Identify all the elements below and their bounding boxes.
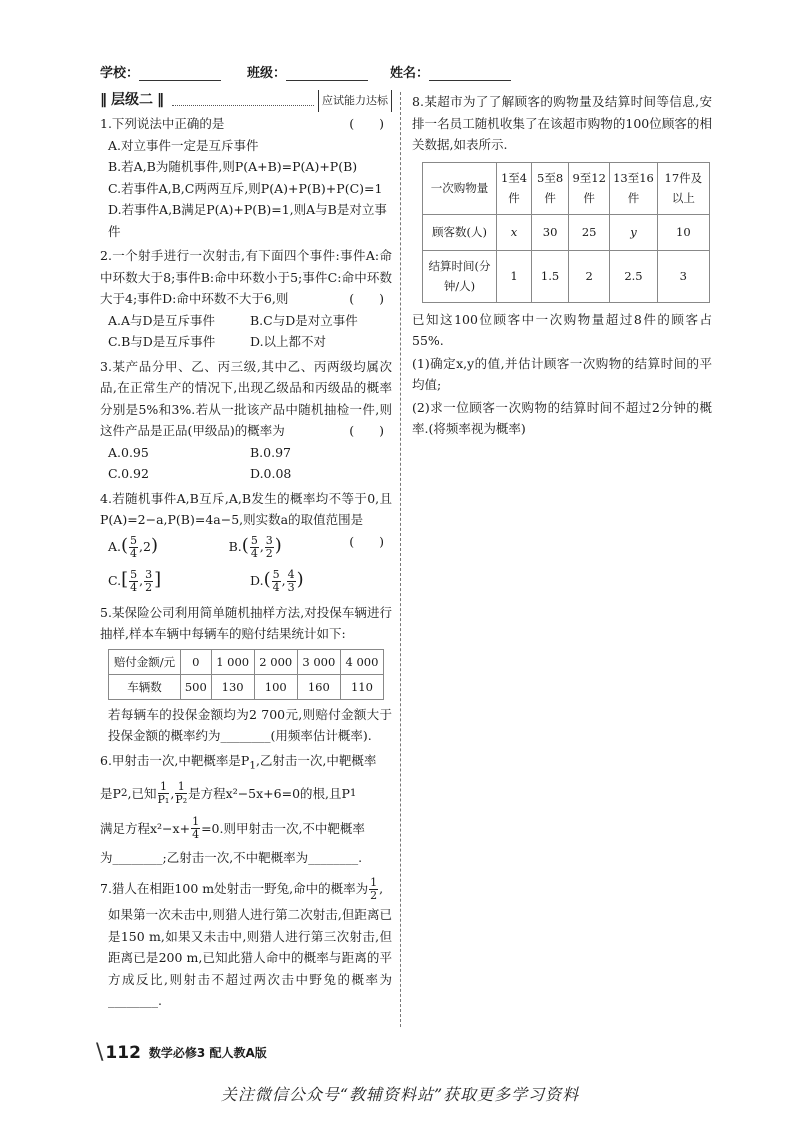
- answer-paren: ( ): [349, 533, 384, 549]
- option-c: C.B与D是互斥事件: [108, 334, 216, 349]
- table-cell: 130: [211, 674, 254, 699]
- table-cell: 160: [297, 674, 340, 699]
- table-cell: 100: [254, 674, 297, 699]
- option-b: B.0.97: [250, 444, 291, 460]
- answer-paren: ( ): [349, 291, 384, 306]
- table-row: [423, 214, 710, 250]
- table-cell: 17件及以上: [657, 162, 709, 214]
- name-label: 姓名：: [390, 62, 511, 81]
- table-cell: 3 000: [297, 649, 340, 674]
- question-stem: 3.某产品分甲、乙、丙三级,其中乙、丙两级均属次品,在正常生产的情况下,出现乙级品和丙级品的概率分别是5%和3%.若从一批该产品中随机抽检一件,则这件产品是正品(甲级品)的概率为: [100, 358, 392, 438]
- question-7: 7.猎人在相距100 m处射击一野兔,命中的概率为 $\frac{1}{2}$ , 如果第一次未击中,则猎人进行第二次射击,但距离已是150 m,如果又未击中,则猎人进行第三次射击,但距离已是200 m,已知此猎人命中的概率与距离的平方成反比,则射击不超过两次击中野兔的概率为________.: [100, 875, 392, 1008]
- table-cell: 赔付金额/元: [109, 649, 181, 674]
- question-8: 8.某超市为了了解顾客的购物量及结算时间等信息,安排一名员工随机收集了在该超市购物的100位顾客的相关数据,如表所示.: [412, 94, 712, 152]
- options-row: [100, 463, 392, 485]
- option-a: A.0.95: [108, 444, 149, 460]
- page-footer: [96, 1040, 267, 1065]
- level-heading: [100, 90, 392, 112]
- option-d: D.若事件A,B满足P(A)+P(B)=1,则A与B是对立事件: [108, 202, 387, 239]
- footer-slash-icon: \: [96, 1040, 104, 1065]
- answer-paren: ( ): [349, 423, 384, 438]
- question-8-part-1: (1)确定x,y的值,并估计顾客一次购物的结算时间的平均值;: [412, 355, 712, 392]
- table-cell: 顾客数(人): [423, 214, 497, 250]
- question-2: [100, 245, 392, 310]
- table-cell: 车辆数: [109, 674, 181, 699]
- dotted-leader: [172, 96, 314, 106]
- page-number: 112: [105, 1042, 141, 1063]
- q8-table: [422, 162, 710, 303]
- table-cell: 2 000: [254, 649, 297, 674]
- table-cell: 3: [657, 250, 709, 302]
- question-8-part-2: (2)求一位顾客一次购物的结算时间不超过2分钟的概率.(将频率视为概率): [412, 399, 712, 436]
- question-stem: 4.若随机事件A,B互斥,A,B发生的概率均不等于0,且P(A)=2−a,P(B)=4a−5,则实数a的取值范围是: [100, 490, 392, 527]
- bottom-note: 关注微信公众号“教辅资料站”获取更多学习资料: [220, 1085, 580, 1104]
- table-row: [423, 162, 710, 214]
- level-title: 层级二: [111, 92, 153, 109]
- level-bars-left: ‖: [100, 92, 107, 109]
- table-cell: 1至4件: [497, 162, 532, 214]
- option-d: D.0.08: [250, 466, 292, 481]
- column-divider: [400, 92, 401, 1027]
- option-c: C.[ $\frac{5}{4}$ , $\frac{3}{2}$ ]: [108, 568, 162, 594]
- option-b: B.C与D是对立事件: [250, 312, 358, 328]
- table-cell: 4 000: [340, 649, 383, 674]
- question-3: [100, 356, 392, 442]
- options-row: [100, 310, 392, 332]
- level-bars-right: ‖: [157, 92, 164, 109]
- option-d: D.以上都不对: [250, 334, 327, 349]
- table-cell: 1: [497, 250, 532, 302]
- table-cell: 110: [340, 674, 383, 699]
- table-cell: 25: [569, 214, 610, 250]
- question-6: 6.甲射击一次,中靶概率是$P_1$,乙射击一次,中靶概率 是P 2 ,已知 $\frac{1}{\text{P₁}}$ , $\frac{1}{\text{P₂}}$ 是方程x²−5x+6=0的根,且P 1 满足方程x²−x+ $\frac{1}{4}$ =0.则甲射击一次,不中靶概率 为________;乙射击一次,不中靶概率为________.: [100, 752, 377, 865]
- school-label: 学校：: [100, 62, 221, 81]
- table-cell: 1.5: [532, 250, 569, 302]
- question-1: [100, 113, 392, 135]
- right-column: [412, 90, 712, 440]
- table-row: [109, 649, 384, 674]
- table-cell: 30: [532, 214, 569, 250]
- option-a: A.( $\frac{5}{4}$ ,2): [108, 534, 159, 560]
- question-stem: 1.下列说法中正确的是: [100, 116, 225, 131]
- option-c: C.0.92: [108, 466, 149, 481]
- table-cell: 2: [569, 250, 610, 302]
- table-cell: 5至8件: [532, 162, 569, 214]
- table-cell: 2.5: [610, 250, 657, 302]
- option-d: D.( $\frac{5}{4}$ , $\frac{4}{3}$ ): [250, 568, 304, 594]
- table-cell: 0: [181, 649, 212, 674]
- answer-paren: ( ): [349, 116, 384, 131]
- table-cell: 1 000: [211, 649, 254, 674]
- option-c: C.若事件A,B,C两两互斥,则P(A)+P(B)+P(C)=1: [108, 180, 383, 196]
- option-b: B.若A,B为随机事件,则P(A+B)=P(A)+P(B): [108, 159, 358, 174]
- table-cell: 结算时间(分钟/人): [423, 250, 497, 302]
- question-5: 5.某保险公司利用简单随机抽样方法,对投保车辆进行抽样,样本车辆中每辆车的赔付结果统计如下:: [100, 604, 392, 641]
- table-cell: 500: [181, 674, 212, 699]
- book-title: 数学必修3 配人教A版: [148, 1046, 267, 1060]
- table-row: [109, 674, 384, 699]
- question-5-followup: 若每辆车的投保金额均为2 700元,则赔付金额大于投保金额的概率约为________(用频率估计概率).: [108, 706, 392, 743]
- table-cell: 13至16件: [610, 162, 657, 214]
- table-row: [423, 250, 710, 302]
- options-row: [100, 531, 349, 565]
- table-cell: 9至12件: [569, 162, 610, 214]
- question-stem: 2.一个射手进行一次射击,有下面四个事件:事件A:命中环数大于8;事件B:命中环数小于5;事件C:命中环数大于4;事件D:命中环数不大于6,则: [100, 248, 392, 306]
- left-column: [100, 90, 392, 1012]
- table-cell: y: [610, 214, 657, 250]
- options-row: [100, 565, 392, 599]
- option-a: A.A与D是互斥事件: [108, 312, 216, 328]
- class-label: 班级：: [247, 62, 368, 81]
- question-8-condition: 已知这100位顾客中一次购物量超过8件的顾客占55%.: [412, 311, 712, 348]
- option-b: B.( $\frac{5}{4}$ , $\frac{3}{2}$ ): [228, 534, 282, 560]
- level-tag: 应试能力达标: [318, 90, 392, 112]
- options-row: [100, 331, 392, 353]
- table-cell: 10: [657, 214, 709, 250]
- q5-table: [108, 649, 384, 700]
- options-row: [100, 442, 392, 464]
- table-cell: 一次购物量: [423, 162, 497, 214]
- table-cell: x: [497, 214, 532, 250]
- option-a: A.对立事件一定是互斥事件: [108, 137, 259, 153]
